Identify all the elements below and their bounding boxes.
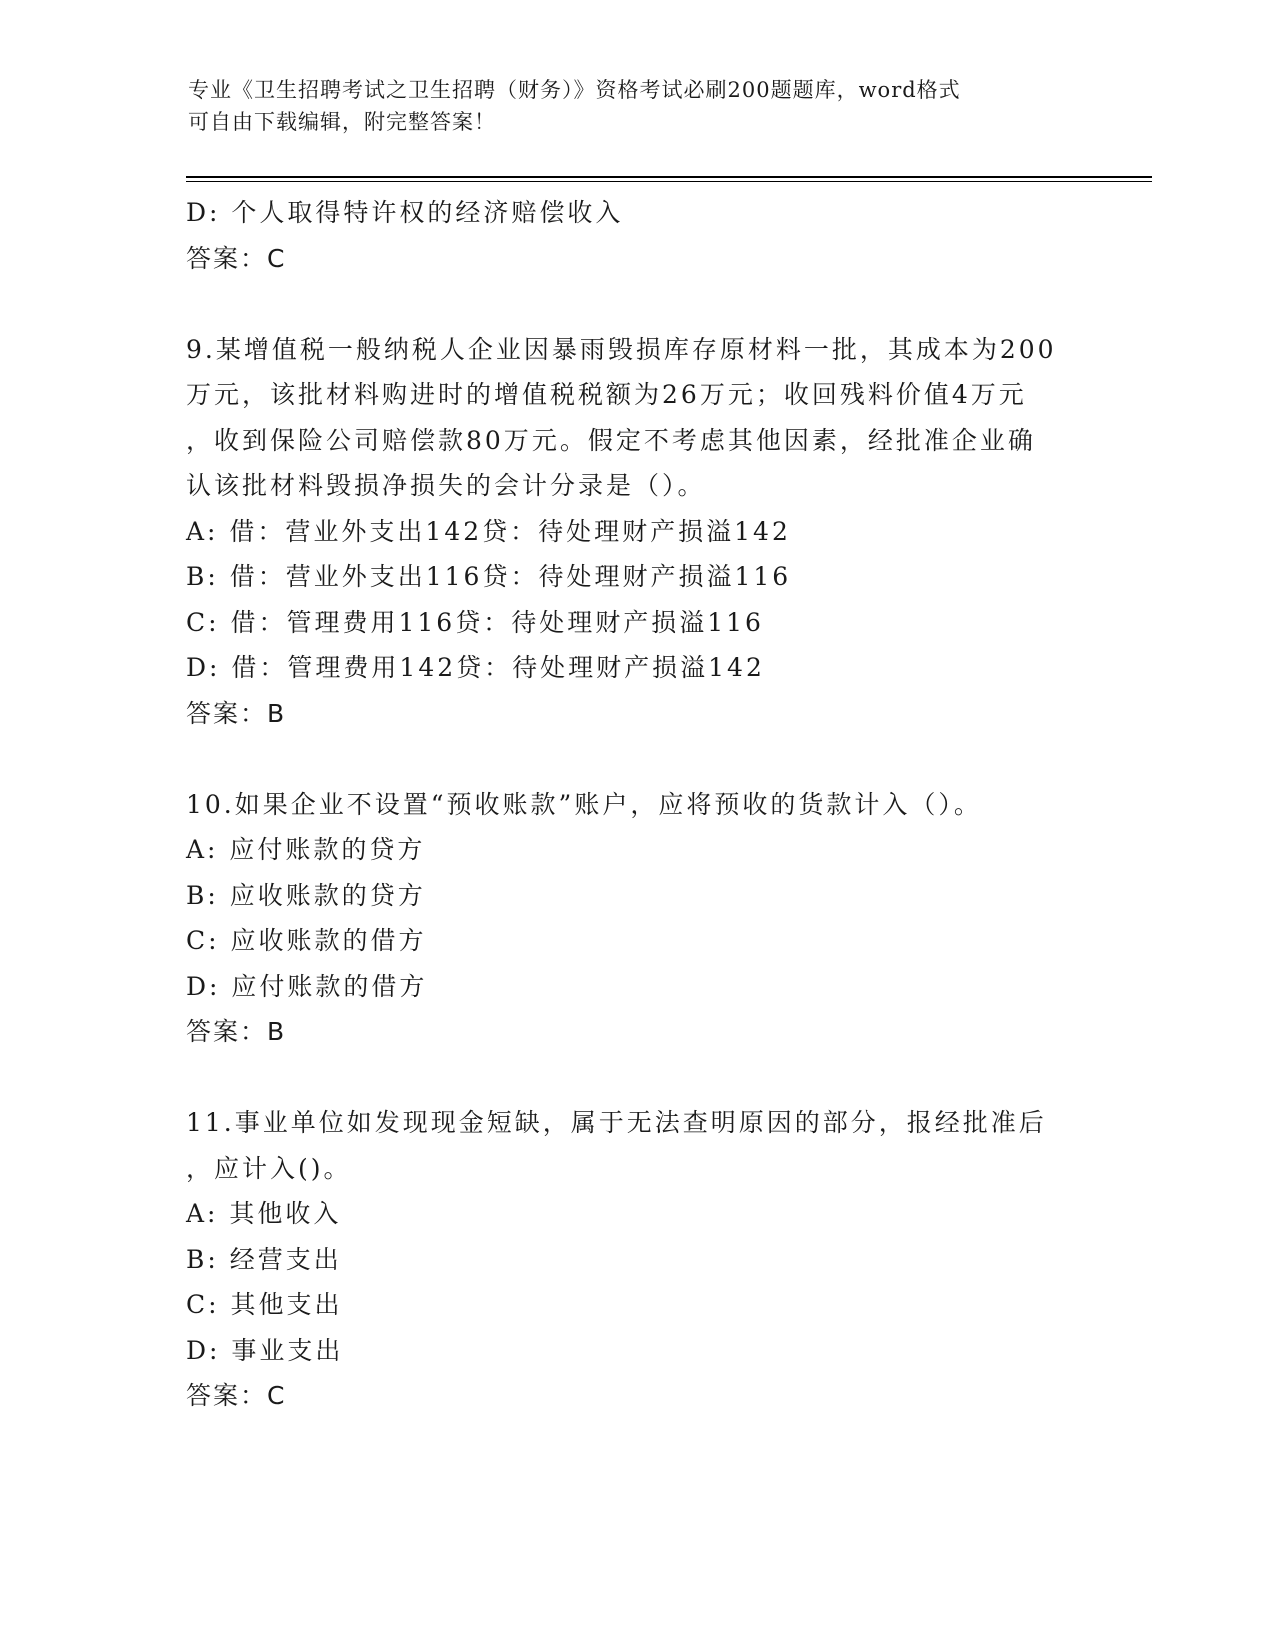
option-b: B: 应收账款的贷方: [186, 880, 426, 910]
answer-line: 答案：C: [186, 1381, 287, 1410]
answer-line: 答案：B: [186, 698, 287, 728]
spacer: [186, 736, 1086, 782]
question-8-tail: [186, 190, 1086, 281]
option-d: D: 应付账款的借方: [186, 971, 428, 1001]
question-text-line: 10.如果企业不设置“预收账款”账户，应将预收的货款计入（）。: [186, 789, 982, 819]
question-text-line: 11.事业单位如发现现金短缺，属于无法查明原因的部分，报经批准后: [186, 1108, 1047, 1137]
option-c: C: 借：管理费用116贷：待处理财产损溢116: [186, 607, 764, 637]
question-text-line: ，应计入()。: [186, 1153, 352, 1183]
option-d: D: 事业支出: [186, 1335, 344, 1365]
option-d: D: 个人取得特许权的经济赔偿收入: [186, 198, 624, 227]
question-text-line: ，收到保险公司赔偿款80万元。假定不考虑其他因素，经批准企业确: [186, 425, 1036, 455]
header-divider-thin: [186, 181, 1152, 182]
header-divider-thick: [186, 176, 1152, 178]
option-a: A: 应付账款的贷方: [186, 835, 426, 864]
option-c: C: 其他支出: [186, 1290, 343, 1319]
header-title-line-1: 专业《卫生招聘考试之卫生招聘（财务）》资格考试必刷200题题库，word格式: [188, 78, 961, 102]
question-9: [186, 327, 1086, 737]
option-a: A: 其他收入: [186, 1199, 342, 1228]
spacer: [186, 1055, 1086, 1101]
option-d: D: 借：管理费用142贷：待处理财产损溢142: [186, 653, 765, 682]
question-text-line: 9.某增值税一般纳税人企业因暴雨毁损库存原材料一批，其成本为200: [186, 334, 1057, 364]
question-text-line: 万元，该批材料购进时的增值税税额为26万元；收回残料价值4万元: [186, 380, 1027, 409]
option-b: B: 借：营业外支出116贷：待处理财产损溢116: [186, 562, 792, 591]
option-c: C: 应收账款的借方: [186, 926, 427, 955]
question-11: [186, 1100, 1086, 1419]
answer-line: 答案：C: [186, 243, 287, 273]
question-10: [186, 782, 1086, 1055]
answer-line: 答案：B: [186, 1017, 287, 1046]
question-text-line: 认该批材料毁损净损失的会计分录是（）。: [186, 471, 706, 500]
document-body: [186, 190, 1086, 1419]
document-header: [188, 74, 1088, 138]
option-a: A: 借：营业外支出142贷：待处理财产损溢142: [186, 516, 791, 546]
option-b: B: 经营支出: [186, 1244, 342, 1274]
spacer: [186, 281, 1086, 327]
header-title-line-2: 可自由下载编辑，附完整答案！: [188, 110, 496, 134]
